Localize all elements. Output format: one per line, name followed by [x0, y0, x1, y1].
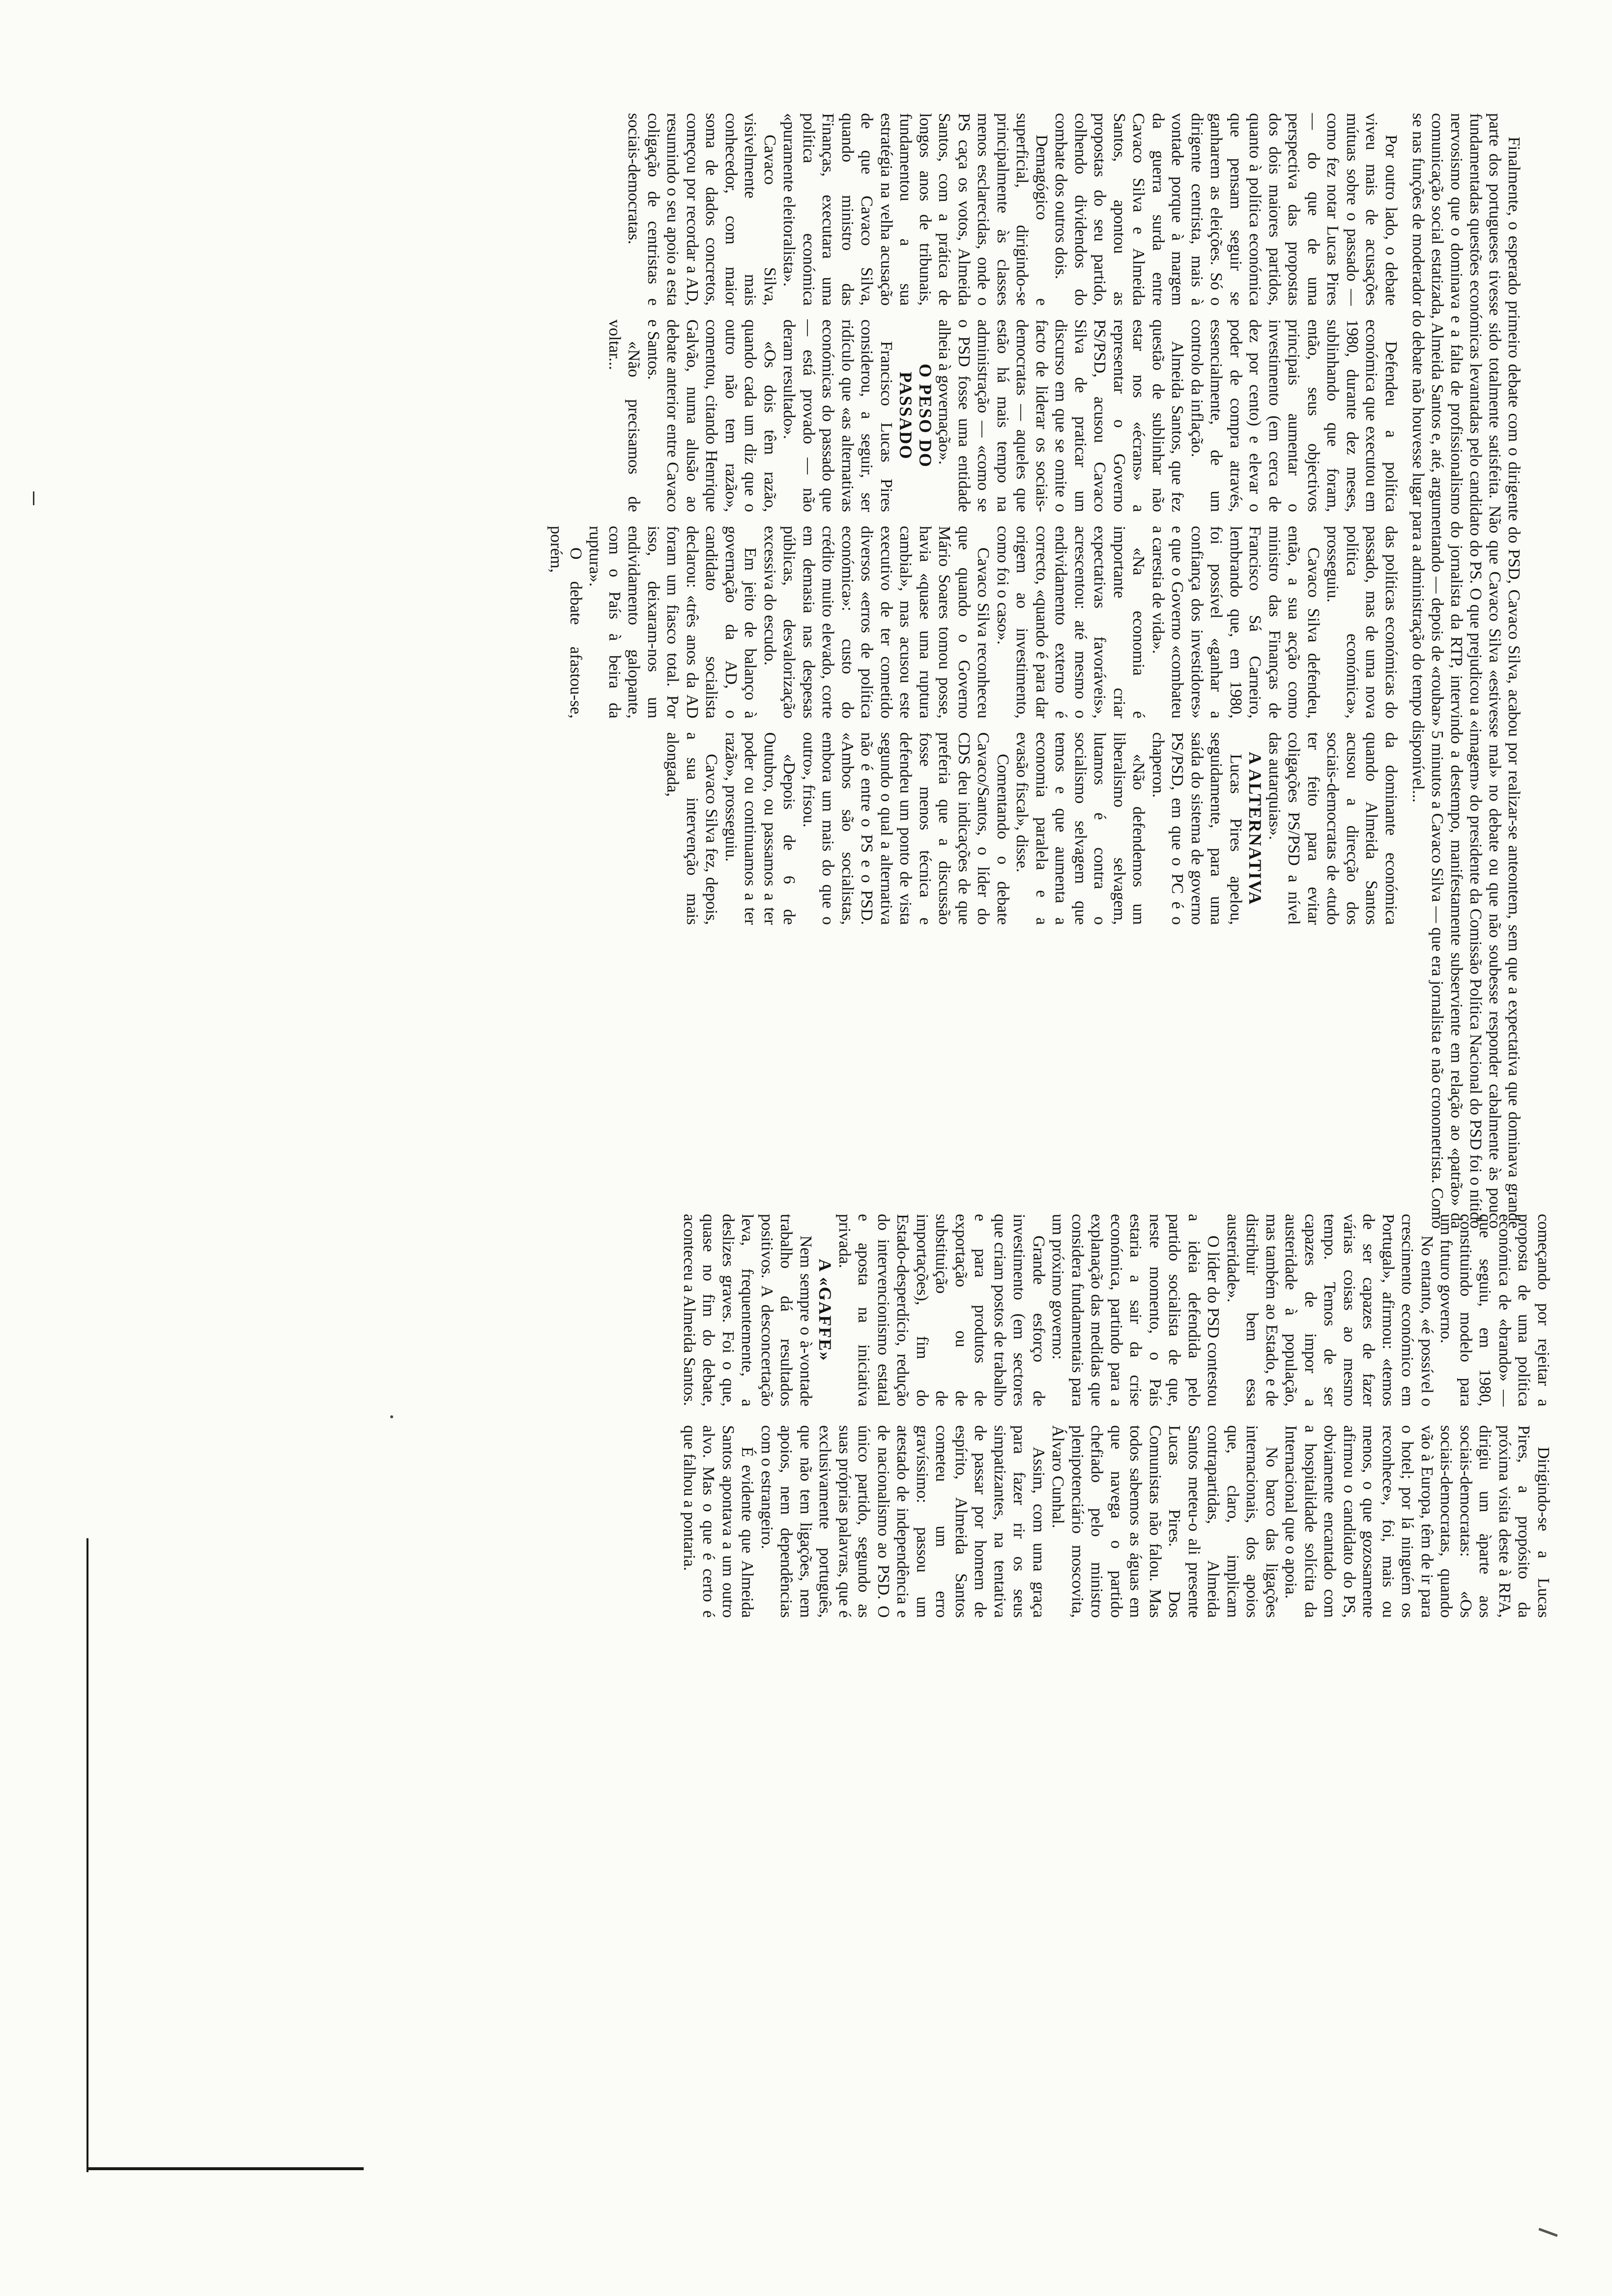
lead-text: Finalmente, o esperado primeiro debate com o dirigente do PSD, Cavaco Silva, acabou por realizar-se anteontem, sem que a expectativa que dominava grande parte dos portugueses tivesse sido totalmente satisfeita. Não que Cavaco Silva «estivesse mal» no debate ou que não soubesse responder cabalmente às pouco fundamentadas questões económicas levantadas pelo candidato do PS. O que prejudicou a «imagem» do presidente da Comissão Política Nacional do PSD foi o nítido nervosismo que o dominava e a falta de profissionalismo do jornalista da RTP, intervindo a destempo, manifestamente subserviente em relação ao «patrão» da comunicação social estatizada, Almeida Santos e, até, argumentando — depois de «roubar» 5 minutos a Cavaco Silva — que era jornalista e não cronometrista. Como se nas funções de moderador do debate não houvesse lugar para a administração do tempo disponível... [1409, 113, 1523, 1229]
col3-paragraph-3: «Na economia é importante criar expectativas favoráveis», acrescentou: até mesmo o endividamento externo é correcto, «quando é para dar origem ao investimento, como foi o caso». [994, 526, 1148, 718]
col5-paragraph-1: começando por rejeitar a proposta de uma política económica de «brando» — que seguiu, em 1980, constituindo modelo para um futuro governo. [1437, 1214, 1553, 1406]
col1-paragraph-2: Demagógico e superficial, dirigindo-se principalmente às classes menos esclarecidas, onde o PS caça os votos, Almeida Santos, com a prática de longos anos de tribunais, fundamentou a sua estratégia na velha acusação de que Cavaco Silva, quando ministro das Finanças, executara uma política económica «puramente eleitoralista». [780, 113, 1051, 306]
col6-paragraph-1: Dirigindo-se a Lucas Pires, a propósito da próxima visita deste à RFA, dirigiu um àparte aos sociais-democratas: «Os sociais-democratas, quando vão à Europa, têm de ir para o hotel; por lá ninguém os reconhece», foi, mais ou menos, o que gozosamente afirmou o candidato do PS, obviamente encantado com a hospitalidade solícita da Internacional que o apoia. [1282, 1425, 1553, 1618]
col2-paragraph-3: Francisco Lucas Pires considerou, a seguir, ser ridículo que «as alternativas económicas do passado que — está provado — não deram resultado». [780, 319, 895, 512]
col1-paragraph-3: Cavaco Silva, visivelmente mais conhecedor, com maior soma de dados concretos, começou por recordar a AD, resumindo o seu apoio a esta coligação de centristas e sociais-democratas. [625, 113, 779, 306]
col5-paragraph-5: Nem sempre o à-vontade trabalho dá resultados positivos. A desconcertação leva, frequentemente, a deslizes graves. Foi o que, quase no fim do debate, aconteceu a Almeida Santos. [680, 1214, 815, 1406]
col4-paragraph-5: «Depois de 6 de Outubro, ou passamos a ter poder ou continuamos a ter razão», prosseguiu. [722, 732, 799, 925]
col6-paragraph-4: É evidente que Almeida Santos apontava a um outro alvo. Mas o que é certo é que falhou a pontaria. [680, 1425, 757, 1618]
col6-paragraph-2: No barco das ligações internacionais, dos apoios que, claro, implicam contrapartidas, Almeida Santos meteu-o ali presente Lucas Pires. Dos Comunistas não falou. Mas todos sabemos as águas em que navega o partido chefiado pelo ministro plenipotenciário moscovita, Álvaro Cunhal. [1049, 1425, 1281, 1618]
gutter-mark [33, 491, 34, 505]
col4-paragraph-6: Cavaco Silva fez, depois, a sua intervenção mais alongada, [663, 732, 721, 925]
page-edge-rule-vertical [88, 2167, 364, 2170]
article-column-1 [624, 113, 1401, 306]
col4-paragraph-4: Comentando o debate Cavaco/Santos, o líder do CDS deu indicações de que preferia que a discussão fosse menos técnica e defendeu um ponto de vista segundo o qual a alternativa não é entre o PS e o PSD. «Ambos são socialistas, embora um mais do que o outro», frisou. [800, 732, 1012, 925]
col6-paragraph-3: Assim, com uma graça para fazer rir os seus simpatizantes, na tentativa de passar por homem de espírito, Almeida Santos cometeu um erro gravíssimo: passou um atestado de independência e de nacionalismo ao PSD. O único partido, segundo as suas próprias palavras, que é exclusivamente português, que não tem ligações, nem apoios, nem dependências com o estrangeiro. [758, 1425, 1048, 1618]
col3-paragraph-1: das políticas económicas do passado, mas de uma nova política económica», prosseguiu. [1324, 526, 1400, 718]
col3-paragraph-4: Cavaco Silva reconheceu que quando o Governo Mário Soares tomou posse, havia «quase uma ruptura cambial», mas acusou este executivo de ter cometido diversos «erros de política económica»: custo do crédito muito elevado, corte em demasia nas despesas públicas, desvalorização excessiva do escudo. [761, 526, 993, 718]
subhead-peso-do-passado: O PESO DO PASSADO [896, 363, 935, 468]
col2-paragraph-5: «Não precisamos de voltar... [605, 319, 643, 512]
subhead-alternativa: A ALTERNATIVA [1245, 751, 1266, 906]
col5-paragraph-4: Grande esforço de investimento (em sectores que criam postos de trabalho e para produtos de exportação ou de substituição de importações), fim do Estado-desperdício, redução do intervencionismo estatal e aposta na iniciativa privada. [835, 1214, 1048, 1406]
col4-paragraph-2: Lucas Pires apelou, seguidamente, para uma saída do sistema de governo PS/PSD, em que o PC é o chaperon. [1149, 732, 1245, 925]
page-edge-rule-horizontal [86, 1538, 88, 2172]
col3-paragraph-2: Cavaco Silva defendeu, então, a sua acção como ministro das Finanças de Francisco Sá Carneiro, lembrando que, em 1980, foi possível «ganhar a confiança dos investidores» e que o Governo «combateu a carestia de vida». [1149, 526, 1323, 718]
col3-paragraph-5: Em jeito de balanço à governação da AD, o candidato socialista declarou: «três anos da AD foram um fiasco total. Por isso, deixaram-nos um endividamento galopante, com o País à beira da ruptura». [586, 526, 760, 718]
article-column-4 [663, 732, 1401, 925]
article-column-3 [547, 526, 1401, 718]
article-column-6 [680, 1425, 1554, 1618]
col5-paragraph-3: O líder do PSD contestou a ideia defendida pelo partido socialista de que, neste momento, o País estaria a sair da crise económica, partindo para a explanação das medidas que considera fundamentais para um próximo governo: [1049, 1214, 1223, 1406]
scan-speck [390, 1415, 393, 1418]
article-column-2 [605, 319, 1401, 512]
subhead-gaffe: A «GAFFE» [815, 1259, 835, 1362]
col4-paragraph-3: «Não defendemos um liberalismo selvagem, lutamos é contra o socialismo selvagem que temos e que aumenta a economia paralela e a evasão fiscal», disse. [1013, 732, 1148, 925]
col2-paragraph-4: «Os dois têm razão, quando cada um diz que o outro não tem razão», comentou, citando Henrique Galvão, numa alusão ao debate anterior entre Cavaco e Santos. [644, 319, 779, 512]
lead-paragraph [1409, 113, 1524, 1229]
article-column-5 [680, 1214, 1554, 1406]
col3-paragraph-6: O debate afastou-se, porém, [547, 526, 585, 718]
col4-paragraph-1: da dominante económica quando Almeida Santos acusou a direcção dos sociais-democratas de «tudo ter feito para evitar coligações PS/PSD a nível das autarquias». [1266, 732, 1400, 925]
col2-paragraph-2: Almeida Santos, que fez questão de sublinhar não estar nos «écrans» a representar o Governo PS/PSD, acusou Cavaco Silva de praticar um discurso em que se omite o facto de liderar os sociais-democratas — aqueles que estão há mais tempo na administração — «como se o PSD fosse uma entidade alheia à governação». [935, 319, 1187, 512]
col2-paragraph-1: Defendeu a política económica que executou em 1980, durante dez meses, sublinhando que foram, então, seus objectivos principais aumentar o investimento (em cerca de dez por cento) e elevar o poder de compra através, essencialmente, de um controlo da inflação. [1188, 319, 1400, 512]
col1-paragraph-1: Por outro lado, o debate viveu mais de acusações mútuas sobre o passado — como fez notar Lucas Pires — do que de uma perspectiva das propostas dos dois maiores partidos, quanto à política económica que pensam seguir se ganharem as eleições. Só o dirigente centrista, mais à vontade porque à margem da guerra surda entre Cavaco Silva e Almeida Santos, apontou as propostas do seu partido, colhendo dividendos do combate dos outros dois. [1052, 113, 1400, 306]
col5-paragraph-2: No entanto, «é possível o crescimento económico em Portugal», afirmou: «temos de ser capazes de fazer várias coisas ao mesmo tempo. Temos de ser capazes de impor a austeridade à população, mas também ao Estado, e de distribuir bem essa austeridade». [1224, 1214, 1436, 1406]
scan-smudge [1538, 2228, 1557, 2237]
